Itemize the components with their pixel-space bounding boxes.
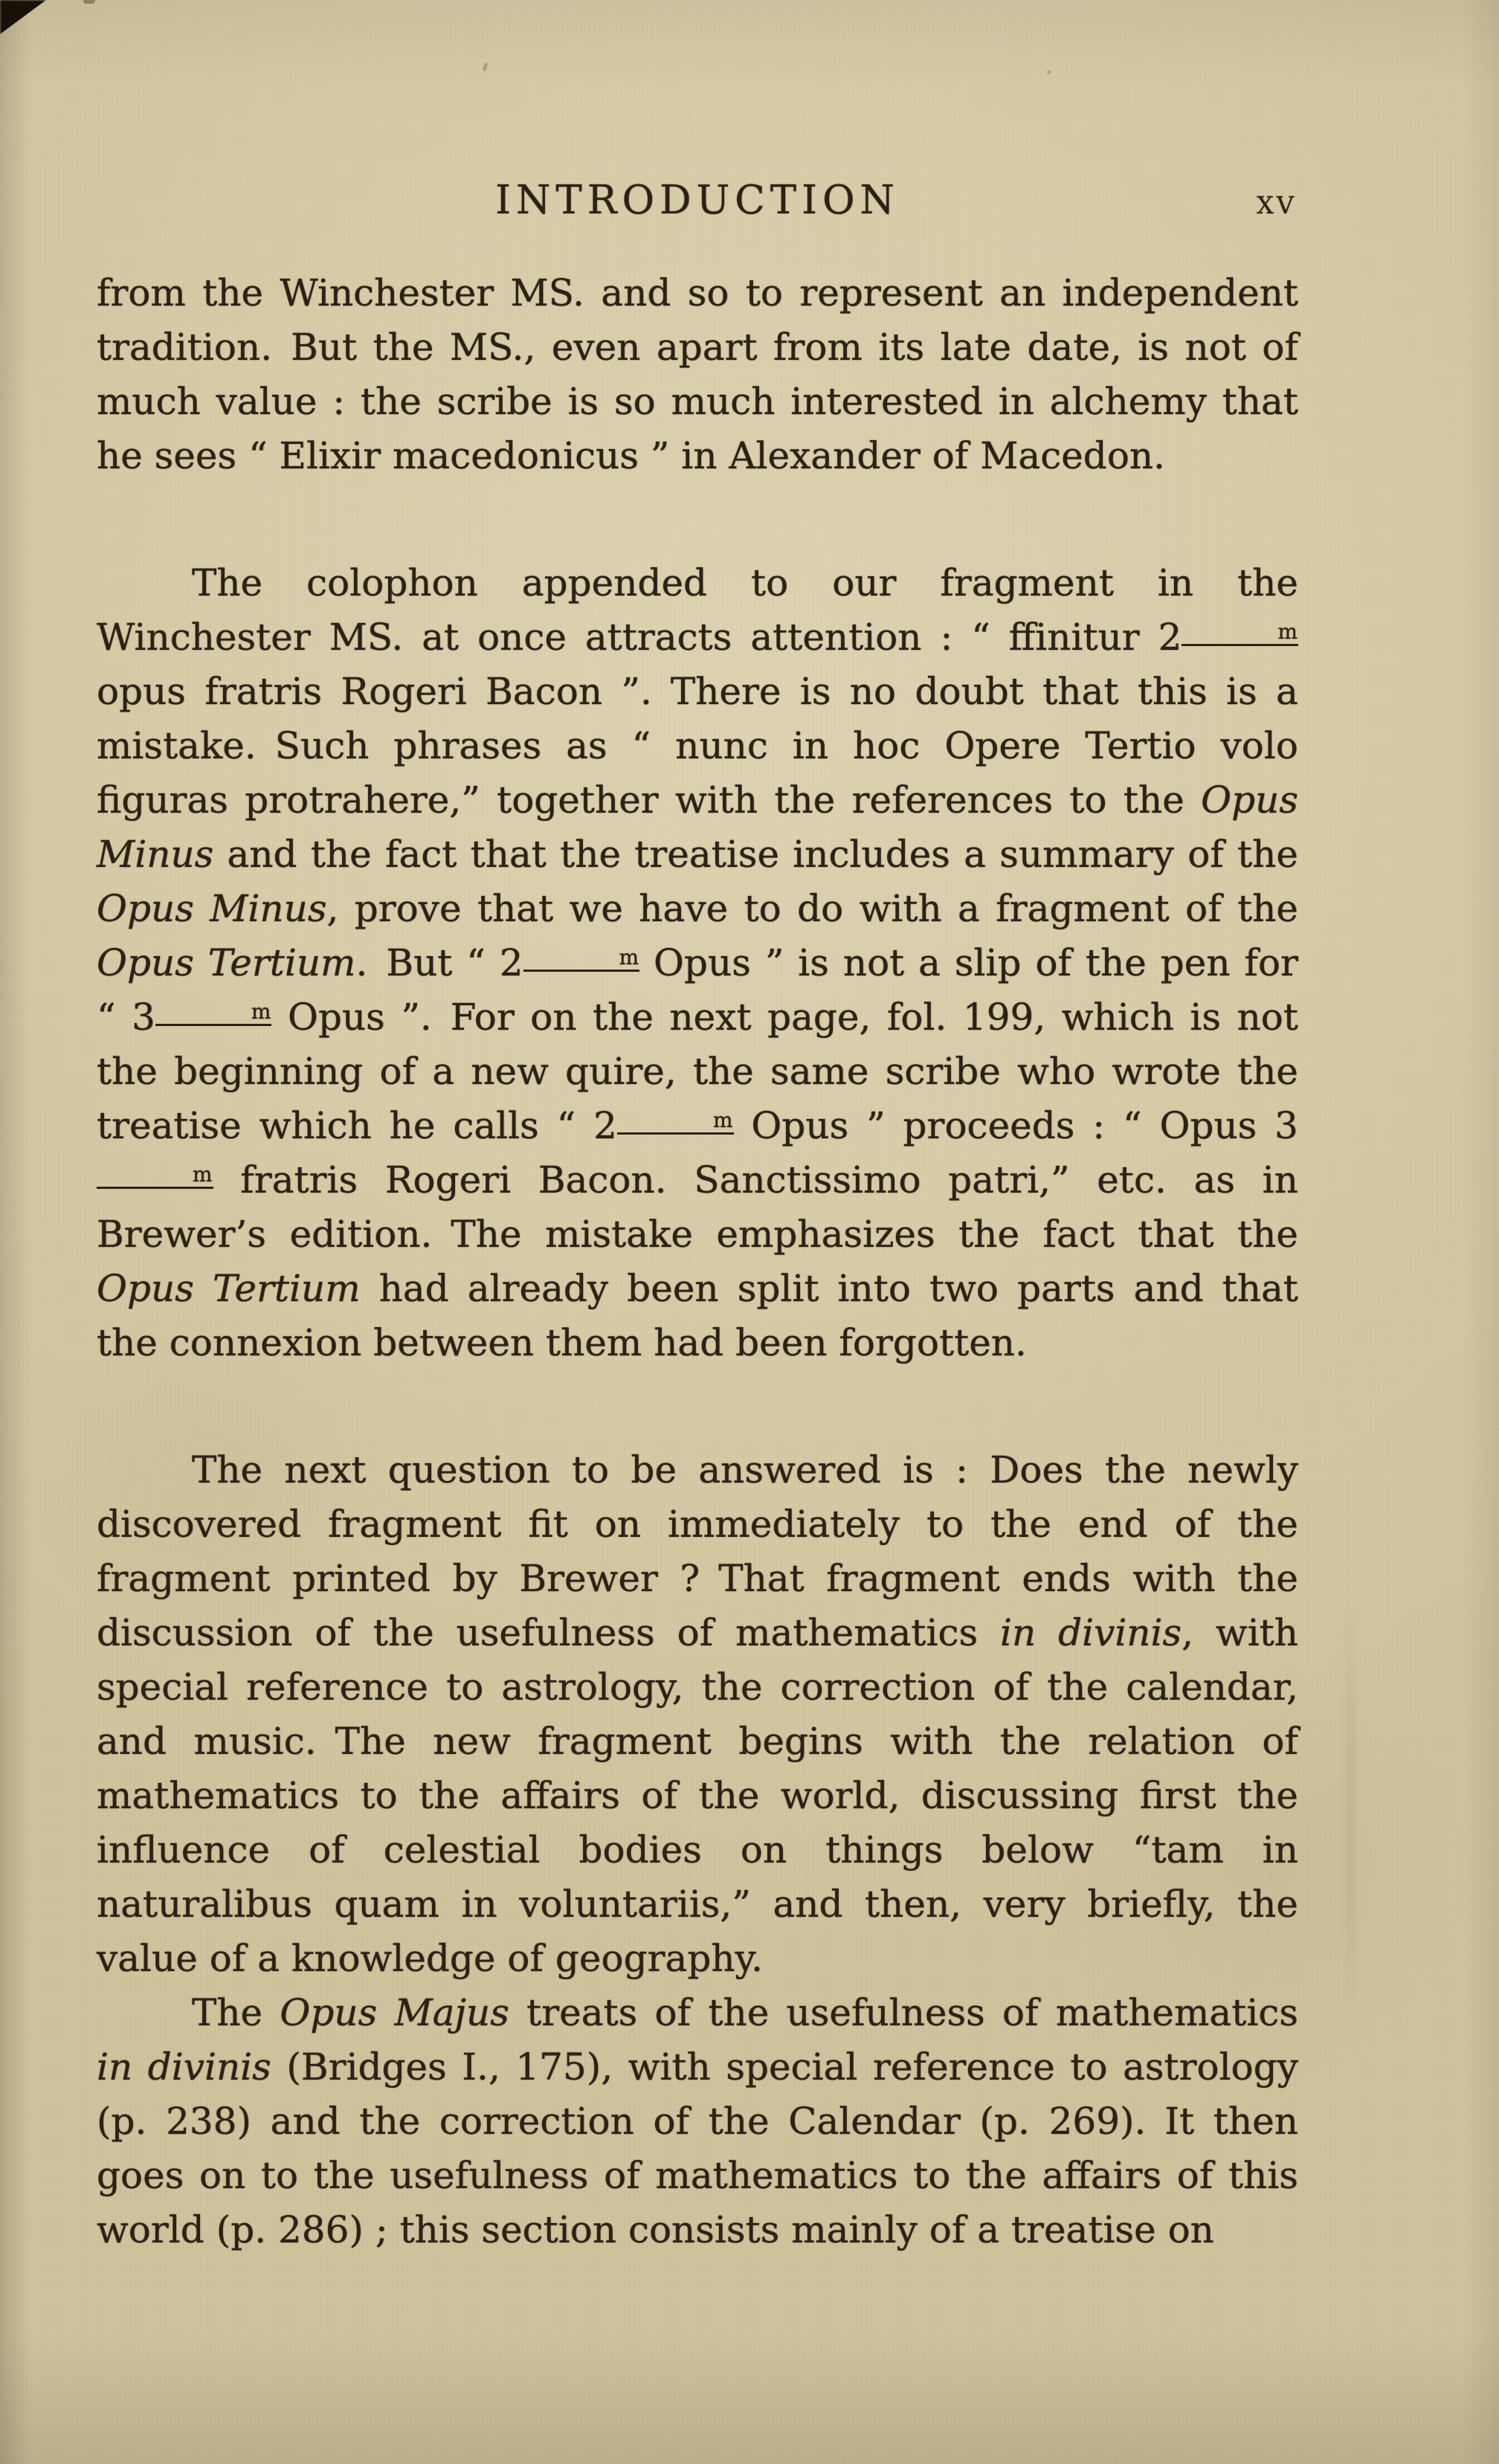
italic-run: Opus Minus <box>97 887 327 930</box>
superscript-run: m <box>155 1002 272 1026</box>
italic-run: in divinis <box>1000 1611 1182 1654</box>
page-header <box>97 172 1298 223</box>
paragraph: The next question to be answered is : Does the newly discovered fragment fit on immediately to the end of the fragment printed by Brewer ? That fragment ends with the discussion of the usefulness of mathematics in divinis, with special reference to astrology, the correction of the calendar, and music. The new fragment begins with the relation of mathematics to the affairs of the world, discussing first the influence of celestial bodies on things below “tam in naturalibus quam in voluntariis,” and then, very briefly, the value of a knowledge of geography. <box>97 1448 1298 1980</box>
italic-run: Opus Majus <box>280 1991 509 2034</box>
italic-run: Opus Tertium <box>97 941 356 984</box>
paper-speck <box>1047 70 1051 74</box>
paper-crease <box>1347 1599 1353 2015</box>
page-title: INTRODUCTION <box>495 178 900 223</box>
italic-run: Opus Tertium <box>97 1267 361 1310</box>
paper-speck <box>83 0 95 4</box>
italic-run: in divinis <box>97 2045 271 2089</box>
paragraph: The Opus Majus treats of the usefulness of mathematics in divinis (Bridges I., 175), with special reference to astrology (p. 238) and the correction of the Calendar (p. 269). It then goes on to the usefulness of mathematics to the affairs of this world (p. 286) ; this section consists mainly of a treatise on <box>97 1991 1298 2251</box>
superscript-run: m <box>1182 622 1298 646</box>
text-block <box>97 172 1298 2257</box>
page-body <box>97 266 1298 2257</box>
page-number: xv <box>1257 181 1297 222</box>
paragraph: The colophon appended to our fragment in the Winchester MS. at once attracts attention : “ ffinitur 2 m opus fratris Rogeri Bacon ”. There is no doubt that this is a mistake. Such phrases as “ nunc in hoc Opere Tertio volo figuras protrahere,” together with the references to the Opus Minus and the fact that the treatise includes a summary of the Opus Minus, prove that we have to do with a fragment of the Opus Tertium. But “ 2 m Opus ” is not a slip of the pen for “ 3 m Opus ”. For on the next page, fol. 199, which is not the beginning of a new quire, the same scribe who wrote the treatise which he calls “ 2 m Opus ” proceeds : “ Opus 3m fratris Rogeri Bacon. Sanctissimo patri,” etc. as in Brewer’s edition. The mistake emphasizes the fact that the Opus Tertium had already been split into two parts and that the connexion between them had been forgotten. <box>97 561 1298 1364</box>
paper-speck <box>482 62 489 72</box>
italic-run: Opus Minus <box>97 778 1298 876</box>
superscript-run: m <box>523 947 640 972</box>
superscript-run: m <box>97 1164 213 1189</box>
superscript-run: m <box>617 1110 734 1135</box>
scan-corner-artifact <box>0 0 46 34</box>
paragraph: from the Winchester MS. and so to represent an independent tradition. But the MS., even apart from its late date, is not of much value : the scribe is so much interested in alchemy that he sees “ Elixir macedonicus ” in Alexander of Macedon. <box>97 271 1298 477</box>
